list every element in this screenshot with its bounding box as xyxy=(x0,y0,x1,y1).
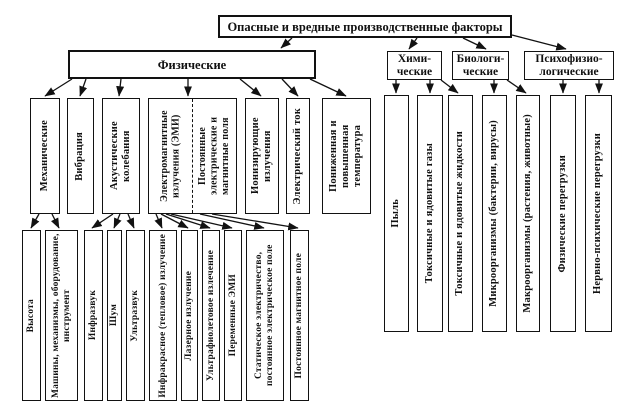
node-ultrasound-label: Ультразвук xyxy=(130,289,141,342)
node-emi-label: Электромагнитные излучения (ЭМИ) xyxy=(159,110,182,202)
node-ultraviolet-label: Ультрафиолетовое излечение xyxy=(205,250,216,381)
node-chemical xyxy=(387,51,442,80)
node-laser xyxy=(181,230,198,401)
node-laser-label: Лазерное излучение xyxy=(184,270,195,361)
node-physical-overload-label: Физические перегрузки xyxy=(556,154,568,273)
node-psychophysiological xyxy=(524,51,614,80)
node-constant-fields-label: Постоянные электрические и магнитные поля xyxy=(197,116,232,196)
node-physical-overload xyxy=(550,95,576,332)
node-dust-label: Пыль xyxy=(390,199,402,228)
node-toxic-liquids-label: Токсичные и ядовитые жидкости xyxy=(454,131,466,296)
node-toxic-liquids xyxy=(448,95,473,332)
node-ultrasound xyxy=(126,230,145,401)
node-neuropsychic-overload xyxy=(585,95,612,332)
node-constant-fields xyxy=(193,99,236,213)
node-neuropsychic-overload-label: Нервно-психические перегрузки xyxy=(592,133,604,294)
node-ultraviolet xyxy=(202,230,220,401)
node-root xyxy=(218,15,512,38)
node-noise xyxy=(107,230,122,401)
node-electric-current-label: Электрический ток xyxy=(291,107,303,205)
node-infrasound xyxy=(84,230,103,401)
node-toxic-gases xyxy=(417,95,443,332)
node-machines-label: Машины, механизмы, оборудование, инструмент xyxy=(50,233,72,398)
node-infrasound-label: Инфразвук xyxy=(88,290,99,341)
node-chemical-label-line2: ческие xyxy=(396,65,433,78)
node-temperature xyxy=(322,98,371,214)
node-mechanical xyxy=(30,98,60,214)
node-vibration xyxy=(67,98,94,214)
node-acoustic-oscillations-label: Акустические колебания xyxy=(108,121,132,191)
node-dust xyxy=(384,95,409,332)
node-temperature-label: Пониженная и повышенная температура xyxy=(328,120,364,192)
node-biological xyxy=(452,51,509,80)
node-electric-current xyxy=(286,98,310,214)
node-microorganisms xyxy=(482,95,507,332)
node-macroorganisms-label: Макроорганизмы (растения, животные) xyxy=(521,114,533,313)
node-macroorganisms xyxy=(516,95,540,332)
node-machines xyxy=(45,230,78,401)
node-biological-label-line1: Биологи- xyxy=(456,52,505,65)
node-infrared-label: Инфракрасное (тепловое) излучение xyxy=(157,233,168,398)
node-ionizing-radiation-label: Ионизирующие излучения xyxy=(249,117,273,195)
node-root-label: Опасные и вредные производственные факторы xyxy=(227,19,503,34)
node-constant-magnetic-field xyxy=(290,230,309,401)
node-microorganisms-label: Микроорганизмы (бактерии, вирусы) xyxy=(488,120,500,307)
node-noise-label: Шум xyxy=(109,304,120,327)
node-height xyxy=(22,230,41,401)
node-physical-label: Физические xyxy=(157,57,227,72)
node-constant-magnetic-field-label: Постоянное магнитное поле xyxy=(294,252,305,379)
node-infrared xyxy=(149,230,177,401)
node-chemical-label-line1: Хими- xyxy=(397,52,432,65)
node-emi xyxy=(149,99,193,213)
node-variable-emi xyxy=(224,230,242,401)
node-emi-and-fields xyxy=(148,98,237,214)
node-psychophysiological-label-line2: логические xyxy=(539,65,599,78)
node-toxic-gases-label: Токсичные и ядовитые газы xyxy=(423,143,435,284)
node-mechanical-label: Механические xyxy=(38,120,50,192)
node-height-label: Высота xyxy=(26,298,37,333)
node-acoustic-oscillations xyxy=(102,98,140,214)
node-static-electricity-label: Статическое электричество, постоянное электрическое поле xyxy=(254,244,275,387)
node-ionizing-radiation xyxy=(245,98,279,214)
node-vibration-label: Вибрация xyxy=(74,131,86,181)
node-psychophysiological-label-line1: Психофизио- xyxy=(535,52,603,65)
node-variable-emi-label: Переменные ЭМИ xyxy=(227,274,238,357)
node-static-electricity xyxy=(246,230,284,401)
node-biological-label-line2: ческие xyxy=(462,65,499,78)
node-physical xyxy=(68,50,316,79)
